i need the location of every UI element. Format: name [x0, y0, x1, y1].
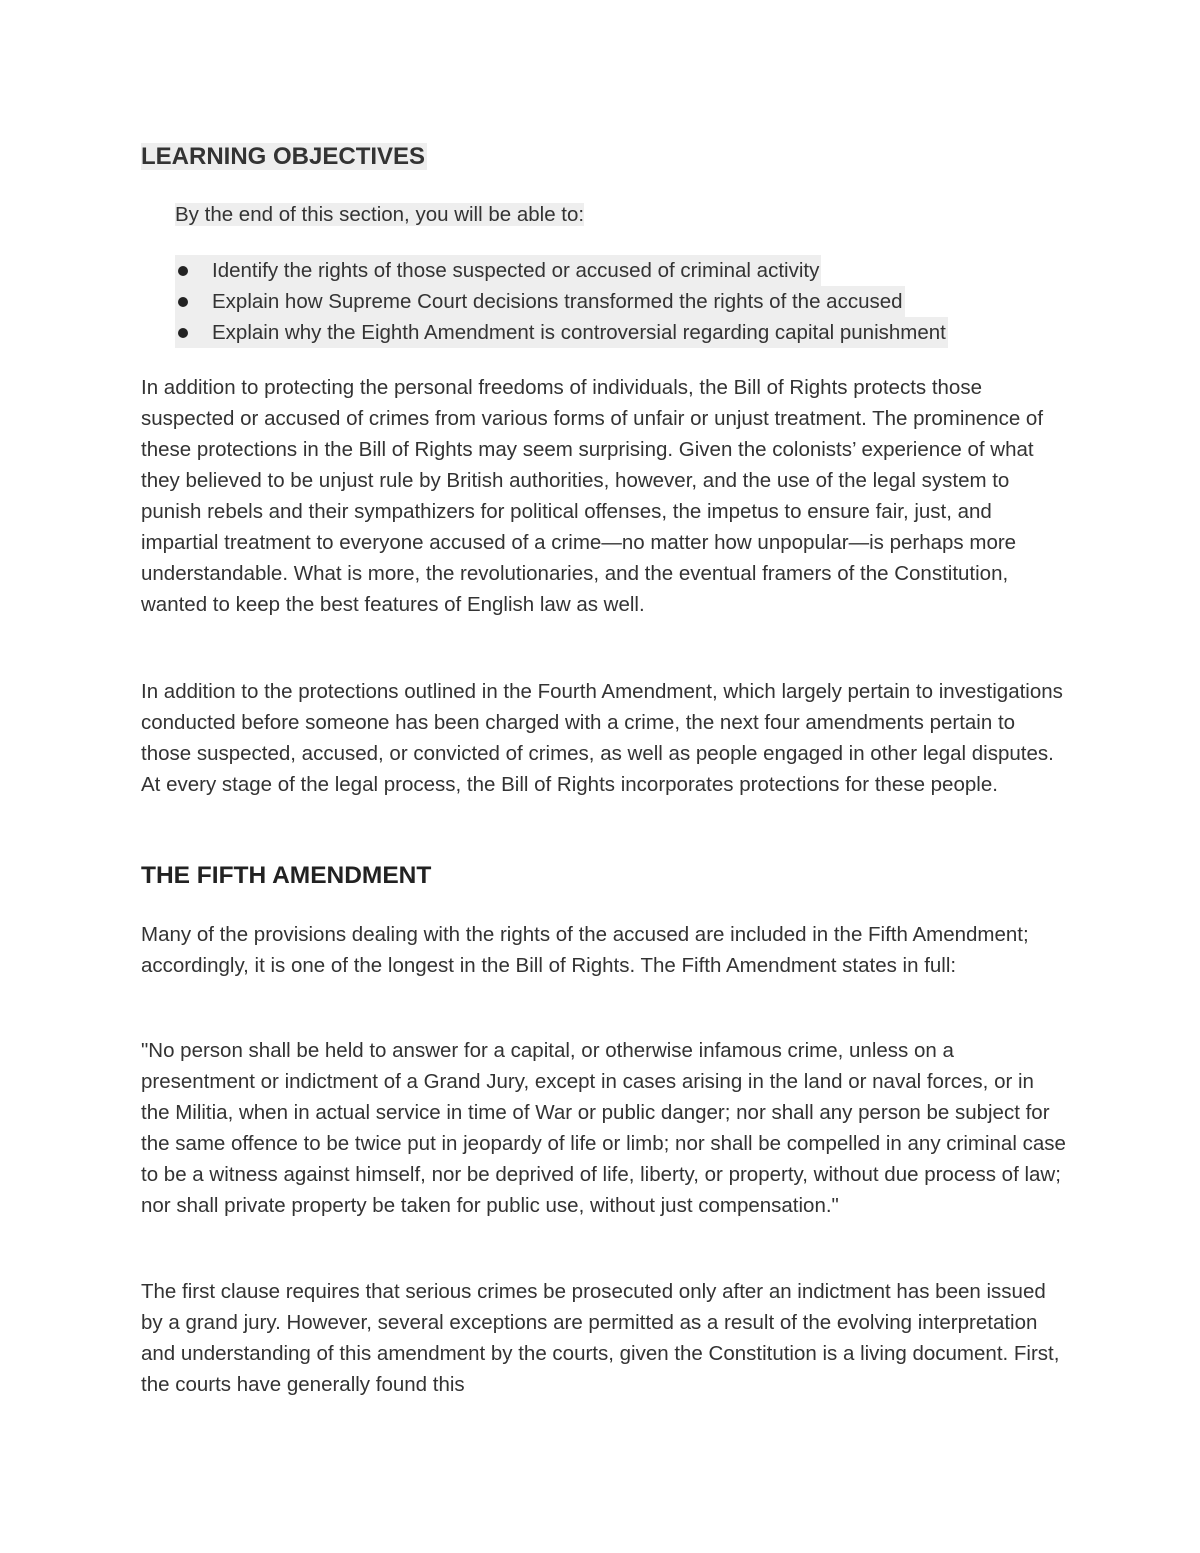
list-item: Identify the rights of those suspected or accused of criminal activity	[175, 255, 948, 286]
body-paragraph: In addition to protecting the personal freedoms of individuals, the Bill of Rights protects those suspected or accused of crimes from various forms of unfair or unjust treatment. The prominence of these protections in the Bill of Rights may seem surprising. Given the colonists’ experience of what they believed to be unjust rule by British authorities, however, and the use of the legal system to punish rebels and their sympathizers for political offenses, the impetus to ensure fair, just, and impartial treatment to everyone accused of a crime—no matter how unpopular—is perhaps more understandable. What is more, the revolutionaries, and the eventual framers of the Constitution, wanted to keep the best features of English law as well.	[141, 376, 1044, 616]
learning-objectives-intro: By the end of this section, you will be able to:	[175, 203, 585, 226]
body-paragraph: The first clause requires that serious crimes be prosecuted only after an indictment has been issued by a grand jury. However, several exceptions are permitted as a result of the evolving interpretation and understanding of this amendment by the courts, given the Constitution is a living document. First, the courts have generally found this	[141, 1280, 1060, 1396]
body-paragraph: Many of the provisions dealing with the rights of the accused are included in the Fifth Amendment; accordingly, it is one of the longest in the Bill of Rights. The Fifth Amendment states in full:	[141, 923, 1029, 977]
section-heading: THE FIFTH AMENDMENT	[141, 862, 432, 889]
list-item: Explain how Supreme Court decisions transformed the rights of the accused	[175, 286, 948, 317]
bullet-icon	[178, 266, 188, 276]
list-item: Explain why the Eighth Amendment is controversial regarding capital punishment	[175, 317, 948, 348]
quote-paragraph: "No person shall be held to answer for a capital, or otherwise infamous crime, unless on a presentment or indictment of a Grand Jury, except in cases arising in the land or naval forces, or in the Militia, when in actual service in time of War or public danger; nor shall any person be subject for the same offence to be twice put in jeopardy of life or limb; nor shall be compelled in any criminal case to be a witness against himself, nor be deprived of life, liberty, or property, without due process of law; nor shall private property be taken for public use, without just compensation."	[141, 1039, 1066, 1217]
bullet-icon	[178, 297, 188, 307]
bullet-icon	[178, 328, 188, 338]
learning-objectives-heading: LEARNING OBJECTIVES	[141, 143, 426, 170]
learning-objectives-list	[175, 255, 948, 348]
body-paragraph: In addition to the protections outlined in the Fourth Amendment, which largely pertain to investigations conducted before someone has been charged with a crime, the next four amendments pertain to those suspected, accused, or convicted of crimes, as well as people engaged in other legal disputes. At every stage of the legal process, the Bill of Rights incorporates protections for these people.	[141, 680, 1063, 796]
